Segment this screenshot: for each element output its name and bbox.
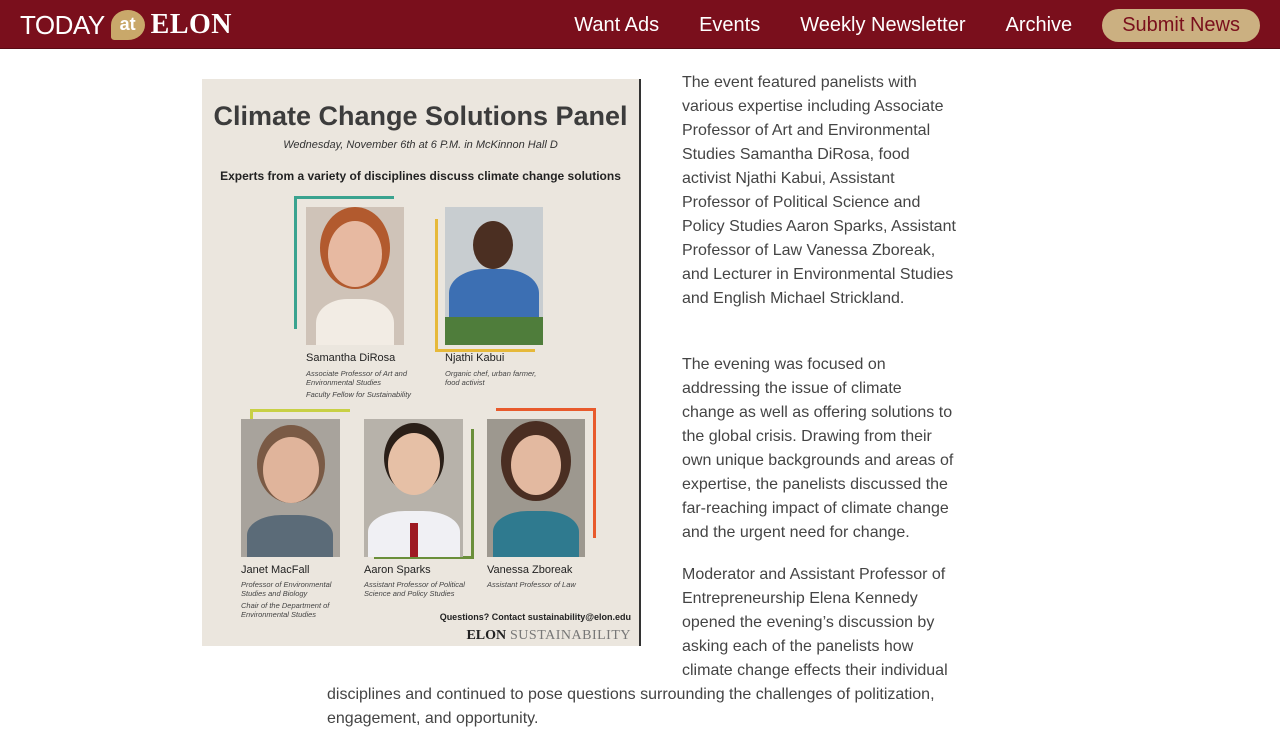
panelist-name-4: Aaron Sparks	[364, 564, 431, 576]
top-navigation-bar	[0, 0, 1280, 49]
elon-sustainability-logo	[466, 626, 631, 644]
brand-elon: ELON	[466, 628, 507, 643]
poster-title: Climate Change Solutions Panel	[213, 101, 628, 131]
poster-subtitle: Wednesday, November 6th at 6 P.M. in McKinnon Hall D	[283, 139, 558, 151]
article-paragraph-3-continued: disciplines and continued to pose questions surrounding the challenges of politization, engagement, and opportunity.	[327, 686, 935, 727]
panelist-role2-3: Chair of the Department of Environmental Studies	[241, 601, 330, 619]
nav-want-ads[interactable]: Want Ads	[574, 13, 660, 36]
panelist-name-5: Vanessa Zboreak	[487, 564, 573, 576]
panelist-name-2: Njathi Kabui	[445, 352, 505, 364]
brand-sustainability: SUSTAINABILITY	[510, 628, 631, 643]
poster-contact: Questions? Contact sustainability@elon.edu	[439, 612, 631, 622]
nav-weekly-newsletter[interactable]: Weekly Newsletter	[800, 13, 966, 36]
panelist-photo-2	[445, 207, 543, 345]
nav-events[interactable]: Events	[699, 13, 761, 36]
today-at-elon-logo[interactable]	[20, 8, 232, 42]
article-paragraph-2: The evening was focused on addressing the issue of climate change as well as offering solutions to the global crisis. Drawing from their own unique backgrounds and areas of expertise, the panelists discussed the far-reaching impact of climate change and the urgent need for change.	[682, 356, 954, 541]
poster-tagline: Experts from a variety of disciplines discuss climate change solutions	[220, 169, 621, 183]
logo-at-badge: at	[111, 10, 145, 40]
panelist-role-3: Professor of Environmental Studies and Biology	[241, 580, 332, 598]
panelist-role-4: Assistant Professor of Political Science and Policy Studies	[364, 580, 465, 598]
panelist-role-5: Assistant Professor of Law	[487, 580, 576, 589]
logo-today-text: TODAY	[20, 9, 105, 40]
nav-archive[interactable]: Archive	[1005, 13, 1073, 36]
panelist-photo-5	[487, 419, 585, 557]
panelist-role2-1: Faculty Fellow for Sustainability	[306, 390, 412, 399]
main-nav	[534, 8, 1260, 42]
panel-event-poster	[202, 79, 641, 646]
panelist-role-1: Associate Professor of Art and Environmental Studies	[306, 369, 408, 387]
panelist-role-2: Organic chef, urban farmer, food activist	[445, 369, 537, 387]
logo-elon-text: ELON	[150, 9, 233, 40]
article-paragraph-1: The event featured panelists with various expertise including Associate Professor of Art and Environmental Studies Samantha DiRosa, food activist Njathi Kabui, Assistant Professor of Political Science and Policy Studies Aaron Sparks, Assistant Professor of Law Vanessa Zboreak, and Lecturer in Environmental Studies and English Michael Strickland.	[682, 74, 956, 307]
panelist-photo-1	[306, 207, 404, 345]
article-paragraph-3: Moderator and Assistant Professor of Entrepreneurship Elena Kennedy opened the evening’s discussion by asking each of the panelists how climate change effects their individual	[682, 566, 948, 679]
panelist-name-1: Samantha DiRosa	[306, 352, 396, 364]
submit-news-button[interactable]: Submit News	[1102, 9, 1260, 42]
panelist-photo-4	[364, 419, 463, 557]
panelist-photo-3	[241, 419, 340, 557]
panelist-name-3: Janet MacFall	[241, 564, 310, 576]
